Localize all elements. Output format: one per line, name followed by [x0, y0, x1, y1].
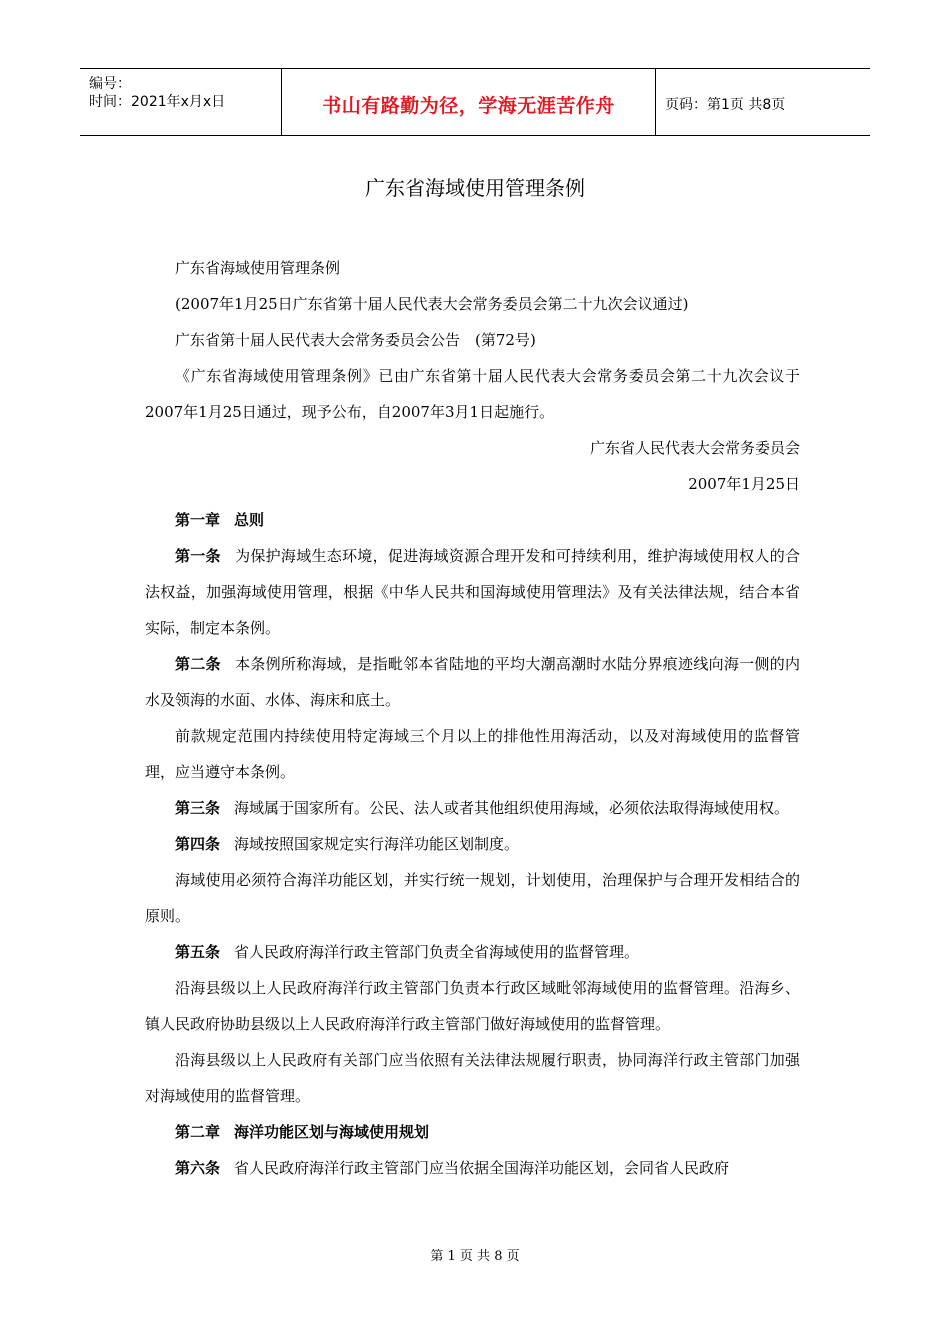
header-left-cell	[80, 69, 280, 135]
header-right-cell	[655, 69, 870, 135]
article-number: 第五条	[175, 943, 221, 961]
article	[145, 646, 800, 718]
article-paragraph: 前款规定范围内持续使用特定海域三个月以上的排他性用海活动，以及对海域使用的监督管理，应当遵守本条例。	[145, 727, 800, 781]
signing-date: 2007年1月25日	[688, 475, 800, 493]
chapter-heading	[145, 502, 800, 538]
page-label: 页码：第1页 共8页	[665, 97, 786, 113]
regulation-name: 广东省海域使用管理条例	[175, 259, 341, 277]
announcement-text: 《广东省海域使用管理条例》已由广东省第十届人民代表大会常务委员会第二十九次会议于2007年1月25日通过，现予公布，自2007年3月1日起施行。	[145, 367, 800, 421]
article-number: 第六条	[175, 1159, 221, 1177]
signing-organization: 广东省人民代表大会常务委员会	[589, 439, 800, 457]
header-table	[80, 68, 870, 136]
time-label: 时间：2021年x月x日	[89, 94, 226, 110]
article-paragraph: 海域使用必须符合海洋功能区划，并实行统一规划，计划使用，治理保护与合理开发相结合的原则。	[145, 871, 800, 925]
article-number: 第一条	[175, 547, 221, 565]
article-text: 省人民政府海洋行政主管部门应当依据全国海洋功能区划，会同省人民政府	[234, 1159, 730, 1177]
article	[145, 1150, 800, 1186]
document-body	[145, 250, 800, 1186]
article-number: 第四条	[175, 835, 221, 853]
article-number: 第二条	[175, 655, 221, 673]
article-paragraph: 沿海县级以上人民政府有关部门应当依照有关法律法规履行职责，协同海洋行政主管部门加强对海域使用的监督管理。	[145, 1051, 800, 1105]
header-middle-cell	[281, 69, 656, 135]
chapter-number: 第二章	[175, 1123, 221, 1141]
article-text: 海域按照国家规定实行海洋功能区划制度。	[234, 835, 520, 853]
adoption-note: (2007年1月25日广东省第十届人民代表大会常务委员会第二十九次会议通过)	[175, 295, 689, 313]
chapter-title: 海洋功能区划与海域使用规划	[234, 1123, 430, 1141]
motto: 书山有路勤为径，学海无涯苦作舟	[322, 95, 615, 117]
chapter-heading	[145, 1114, 800, 1150]
article-text: 海域属于国家所有。公民、法人或者其他组织使用海域，必须依法取得海域使用权。	[234, 799, 790, 817]
article-text: 本条例所称海域，是指毗邻本省陆地的平均大潮高潮时水陆分界痕迹线向海一侧的内水及领海的水面、水体、海床和底土。	[145, 655, 800, 709]
article	[145, 790, 800, 826]
number-label: 编号：	[89, 76, 131, 92]
article-text: 省人民政府海洋行政主管部门负责全省海域使用的监督管理。	[234, 943, 640, 961]
chapter-number: 第一章	[175, 511, 221, 529]
page-footer: 第 1 页 共 8 页	[430, 1249, 520, 1264]
article	[145, 934, 800, 970]
article-text: 为保护海域生态环境，促进海域资源合理开发和可持续利用，维护海域使用权人的合法权益，加强海域使用管理，根据《中华人民共和国海域使用管理法》及有关法律法规，结合本省实际，制定本条例。	[145, 547, 800, 637]
article	[145, 826, 800, 862]
chapter-title: 总则	[234, 511, 265, 529]
article	[145, 538, 800, 646]
article-number: 第三条	[175, 799, 221, 817]
announcement-title: 广东省第十届人民代表大会常务委员会公告 (第72号)	[175, 331, 536, 349]
article-paragraph: 沿海县级以上人民政府海洋行政主管部门负责本行政区域毗邻海域使用的监督管理。沿海乡、镇人民政府协助县级以上人民政府海洋行政主管部门做好海域使用的监督管理。	[145, 979, 800, 1033]
page-title: 广东省海域使用管理条例	[365, 176, 585, 200]
